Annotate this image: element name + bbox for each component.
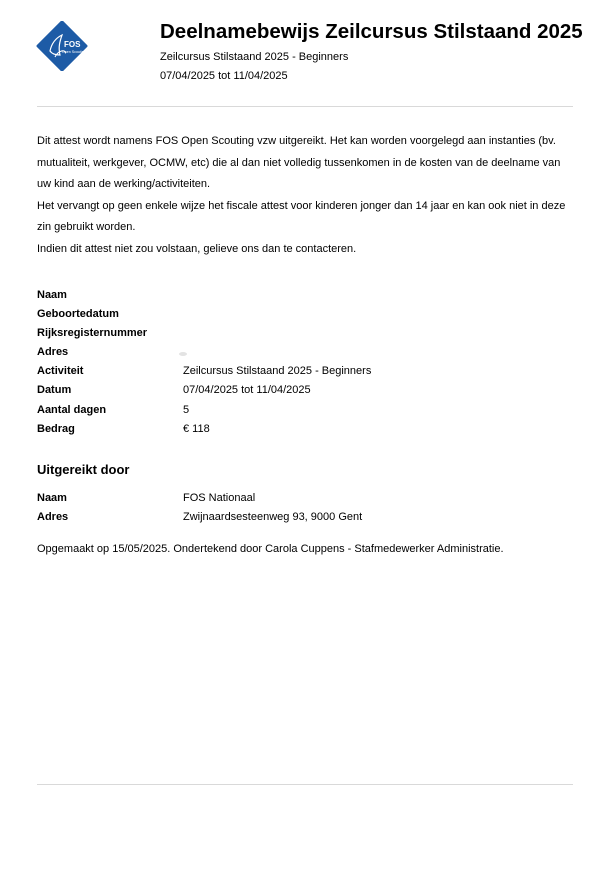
svg-text:Open Scouting: Open Scouting [62,50,86,54]
header-divider [37,106,573,107]
detail-label: Naam [37,492,67,504]
detail-value: € 118 [183,423,210,435]
page-title: Deelnamebewijs Zeilcursus Stilstaand 2025 [160,20,583,43]
intro-paragraph: Dit attest wordt namens FOS Open Scouting vzw uitgereikt. Het kan worden voorgelegd aan instanties (bv. mutualiteit, werkgever, OCMW, etc) die al dan niet volledig tussenkomen in de kosten van de deelname van uw kind aan de werking/activiteiten. [37,135,561,190]
detail-label: Naam [37,289,67,301]
intro-paragraph: Het vervangt op geen enkele wijze het fiscale attest voor kinderen jonger dan 14 jaar en kan ook niet in deze zin gebruikt worden. [37,199,566,233]
detail-value: Zwijnaardsesteenweg 93, 9000 Gent [183,511,363,523]
detail-value: 07/04/2025 tot 11/04/2025 [183,384,311,396]
activity-subtitle: Zeilcursus Stilstaand 2025 - Beginners [160,51,349,63]
detail-label: Adres [37,511,69,523]
intro-paragraph: Indien dit attest niet zou volstaan, gelieve ons dan te contacteren. [37,242,357,255]
detail-label: Activiteit [37,365,84,377]
issuer-heading: Uitgereikt door [37,462,130,477]
detail-value: Zeilcursus Stilstaand 2025 - Beginners [183,365,372,377]
detail-label: Geboortedatum [37,308,119,320]
redaction-mark [179,352,187,356]
intro-text [37,131,577,260]
svg-text:FOS: FOS [64,40,81,49]
detail-value: FOS Nationaal [183,492,256,504]
footer-divider [37,784,573,785]
detail-label: Datum [37,384,72,396]
detail-label: Bedrag [37,423,75,435]
detail-label: Aantal dagen [37,404,107,416]
detail-label: Rijksregisternummer [37,327,148,339]
detail-label: Adres [37,346,69,358]
signature-statement: Opgemaakt op 15/05/2025. Ondertekend door Carola Cuppens - Stafmedewerker Administratie. [37,543,504,555]
detail-value: 5 [183,404,190,416]
fos-logo [36,21,88,71]
activity-dates: 07/04/2025 tot 11/04/2025 [160,70,288,82]
